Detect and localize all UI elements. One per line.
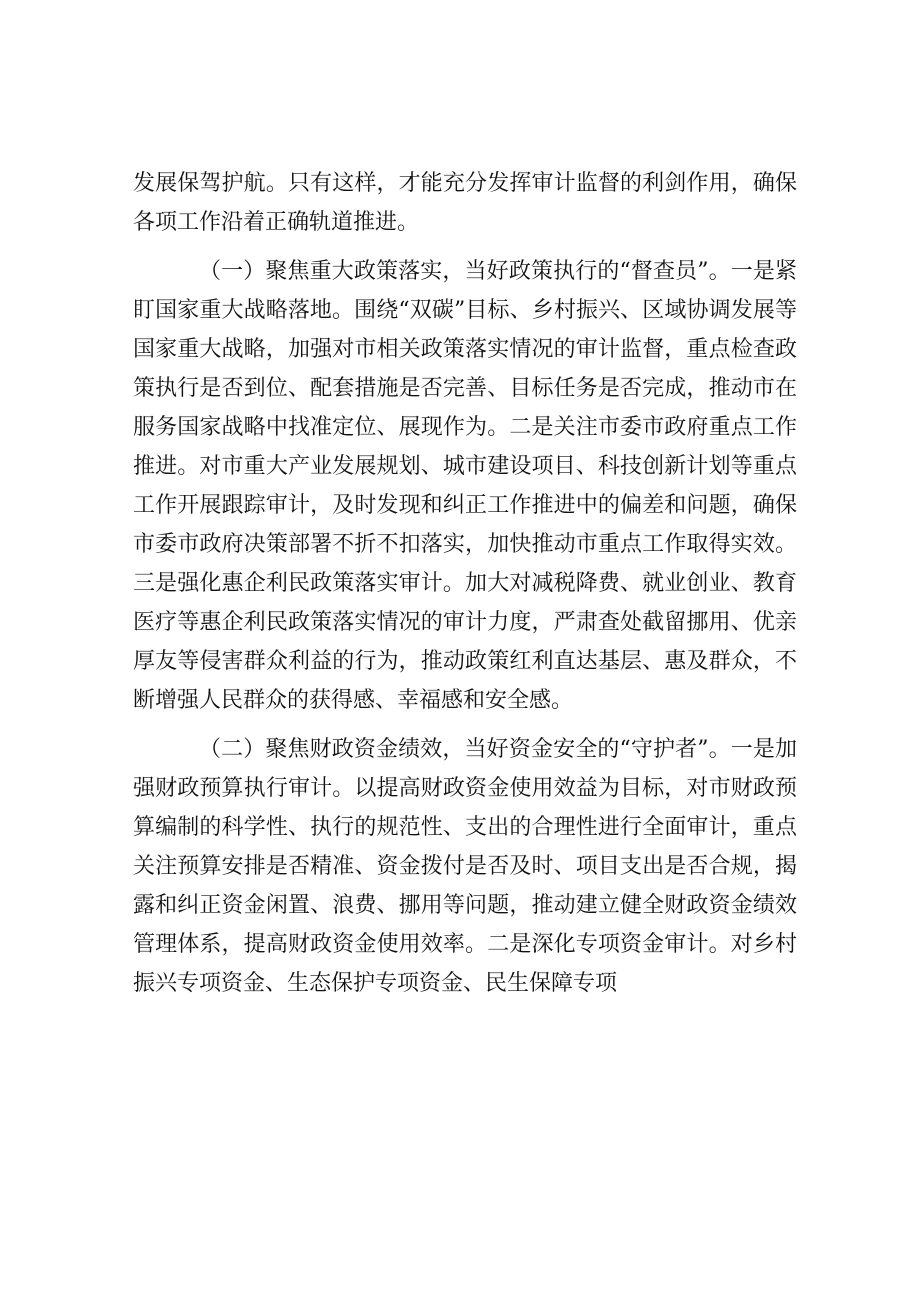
paragraph-section-two: （二）聚焦财政资金绩效，当好资金安全的“守护者”。一是加强财政预算执行审计。以提高财政资金使用效益为目标，对市财政预算编制的科学性、执行的规范性、支出的合理性进行全面审计，重点关注预算安排是否精准、资金拨付是否及时、项目支出是否合规，揭露和纠正资金闲置、浪费、挪用等问题，推动建立健全财政资金绩效管理体系，提高财政资金使用效率。二是深化专项资金审计。对乡村振兴专项资金、生态保护专项资金、民生保障专项 [133,737,797,996]
paragraph-continuation: 发展保驾护航。只有这样，才能充分发挥审计监督的利剑作用，确保各项工作沿着正确轨道推进。 [133,171,797,235]
paragraph-section-one: （一）聚焦重大政策落实，当好政策执行的“督查员”。一是紧盯国家重大战略落地。围绕“双碳”目标、乡村振兴、区域协调发展等国家重大战略，加强对市相关政策落实情况的审计监督，重点检查政策执行是否到位、配套措施是否完善、目标任务是否完成，推动市在服务国家战略中找准定位、展现作为。二是关注市委市政府重点工作推进。对市重大产业发展规划、城市建设项目、科技创新计划等重点工作开展跟踪审计，及时发现和纠正工作推进中的偏差和问题，确保市委市政府决策部署不折不扣落实，加快推动市重点工作取得实效。三是强化惠企利民政策落实审计。加大对减税降费、就业创业、教育医疗等惠企利民政策落实情况的审计力度，严肃查处截留挪用、优亲厚友等侵害群众利益的行为，推动政策红利直达基层、惠及群众，不断增强人民群众的获得感、幸福感和安全感。 [133,259,797,713]
document-body [133,164,797,1013]
